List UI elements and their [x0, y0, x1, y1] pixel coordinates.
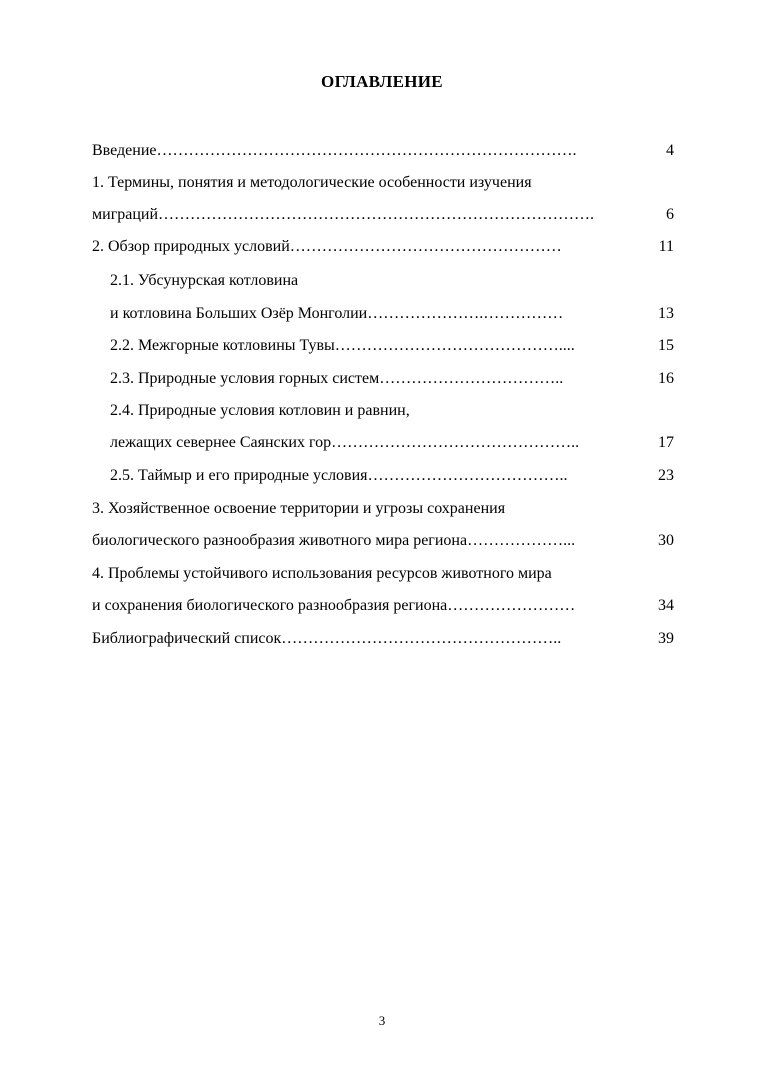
toc-entry-page: 15	[658, 337, 674, 354]
toc-entry-text: биологического разнообразия животного мира региона………………...	[92, 532, 576, 549]
toc-entry-text: 3. Хозяйственное освоение территории и угрозы сохранения	[92, 500, 506, 517]
toc-entry-text: Библиографический список……………………………………………..	[92, 630, 562, 647]
toc-entry-page: 23	[658, 467, 674, 484]
toc-entry-page: 39	[658, 630, 674, 647]
toc-entry-text: 2. Обзор природных условий……………………………………………	[92, 238, 562, 255]
page-number: 3	[378, 1013, 386, 1028]
toc-entry-page: 4	[666, 142, 674, 159]
toc-entry-text: миграций……………………………………………………………………….	[92, 206, 595, 223]
toc-entry-text: 2.3. Природные условия горных систем……………………………..	[110, 370, 564, 387]
toc-entry-text: 2.2. Межгорные котловины Тувы……………………………………....	[110, 337, 575, 354]
toc-entry-page: 34	[658, 597, 674, 614]
toc-entry-page: 30	[658, 532, 674, 549]
toc-entry-page: 16	[658, 370, 674, 387]
document-title: ОГЛАВЛЕНИЕ	[321, 72, 443, 91]
toc-entry-text: и котловина Больших Озёр Монголии………………….……………	[110, 305, 564, 322]
toc-entry-text: 1. Термины, понятия и методологические особенности изучения	[92, 174, 532, 191]
toc-entry-text: лежащих севернее Саянских гор………………………………………..	[110, 434, 580, 451]
toc-entry-text: 2.4. Природные условия котловин и равнин,	[110, 402, 410, 419]
toc-entry-text: 2.5. Таймыр и его природные условия………………………………..	[110, 467, 568, 484]
toc-entry-page: 13	[658, 305, 674, 322]
toc-entry-text: Введение…………………………………………………………………….	[92, 142, 577, 159]
toc-entry-page: 6	[666, 206, 674, 223]
toc-entry-page: 11	[658, 238, 674, 255]
toc-entry-text: и сохранения биологического разнообразия региона……………………	[92, 597, 576, 614]
toc-entry-text: 4. Проблемы устойчивого использования ресурсов животного мира	[92, 565, 552, 582]
toc-entry-page: 17	[658, 434, 674, 451]
toc-entry-text: 2.1. Убсунурская котловина	[110, 272, 299, 289]
